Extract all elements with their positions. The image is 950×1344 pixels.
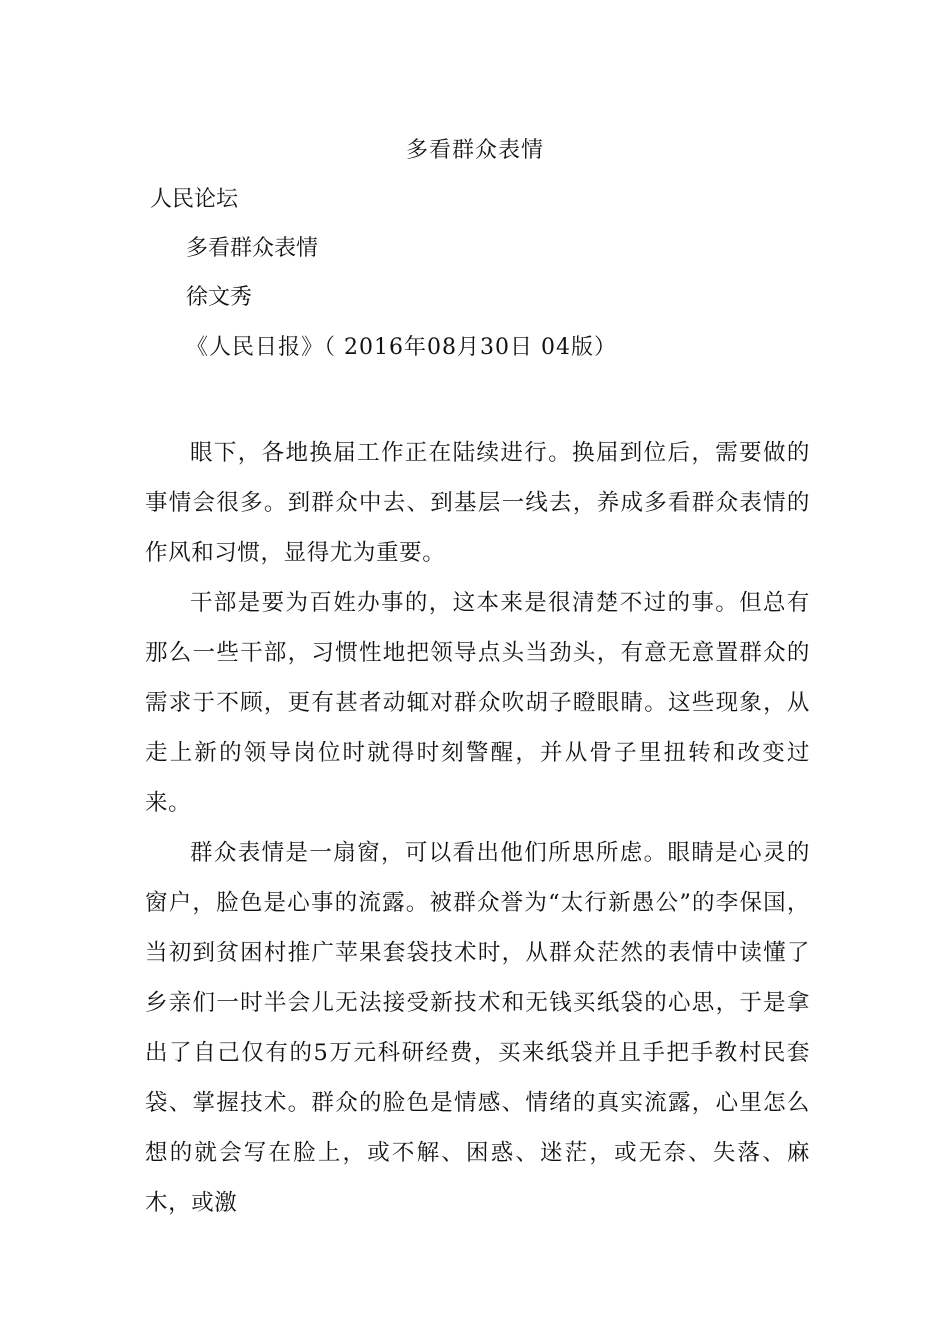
article-sub-title: 多看群众表情 xyxy=(186,236,319,261)
article-body xyxy=(145,428,810,1228)
body-paragraph: 群众表情是一扇窗，可以看出他们所思所虑。眼睛是心灵的窗户，脸色是心事的流露。被群众誉为“太行新愚公”的李保国，当初到贫困村推广苹果套袋技术时，从群众茫然的表情中读懂了乡亲们一时半会儿无法接受新技术和无钱买纸袋的心思，于是拿出了自己仅有的5万元科研经费，买来纸袋并且手把手教村民套袋、掌握技术。群众的脸色是情感、情绪的真实流露，心里怎么想的就会写在脸上，或不解、困惑、迷茫，或无奈、失落、麻木，或激 xyxy=(145,840,810,1216)
column-label: 人民论坛 xyxy=(150,187,239,212)
author-name: 徐文秀 xyxy=(186,285,253,310)
document-title: 多看群众表情 xyxy=(405,138,544,163)
publication-source: 《人民日报》（ 2016年08月30日 04版） xyxy=(186,335,617,360)
body-paragraph: 眼下，各地换届工作正在陆续进行。换届到位后，需要做的事情会很多。到群众中去、到基层一线去，养成多看群众表情的作风和习惯，显得尤为重要。 xyxy=(145,440,810,566)
body-paragraph: 干部是要为百姓办事的，这本来是很清楚不过的事。但总有那么一些干部，习惯性地把领导点头当劲头，有意无意置群众的需求于不顾，更有甚者动辄对群众吹胡子瞪眼睛。这些现象，从走上新的领导岗位时就得时刻警醒，并从骨子里扭转和改变过来。 xyxy=(145,590,810,816)
